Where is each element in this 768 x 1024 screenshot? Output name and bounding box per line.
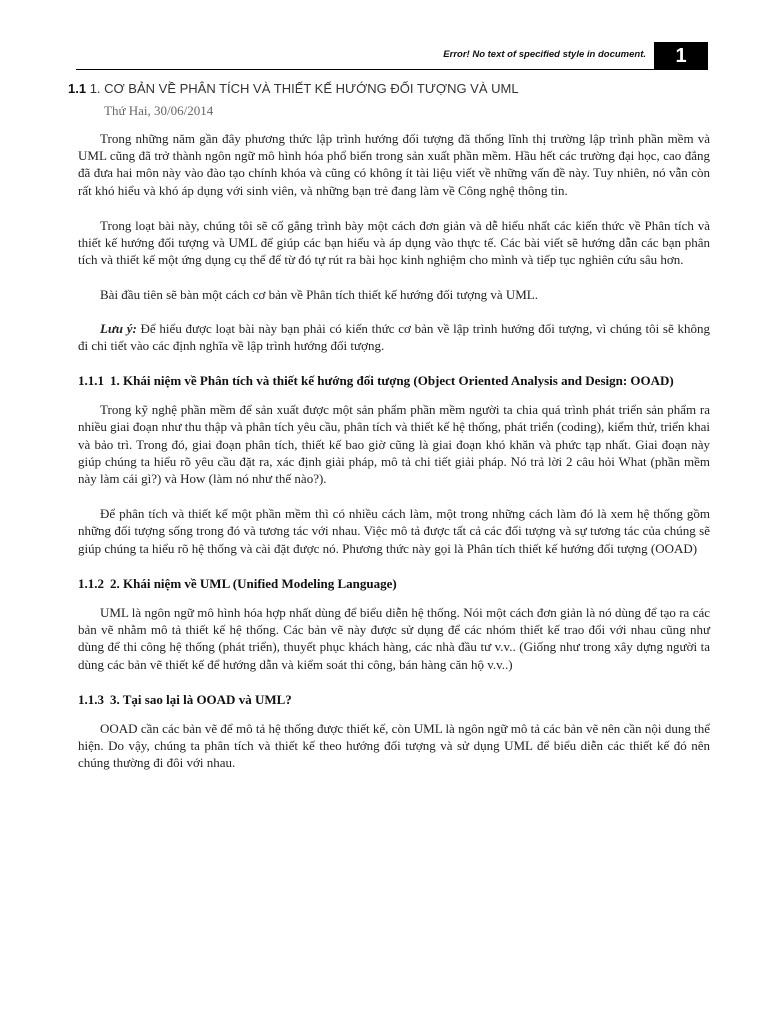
section-heading-why (78, 691, 710, 708)
section-title: 2. Khái niệm về UML (Unified Modeling Language) (110, 575, 397, 591)
post-date: Thứ Hai, 30/06/2014 (104, 103, 214, 118)
section-ooad-paragraph-2: Để phân tích và thiết kế một phần mềm thì có nhiều cách làm, một trong những cách làm đó là xem hệ thống gồm những đối tượng sống trong đó và tương tác với nhau. Việc mô tả được tất cả các đối tượng và sự tương tác của chúng sẽ giúp chúng ta hiểu rõ hệ thống và cài đặt được nó. Phương thức này gọi là Phân tích thiết kế hướng đối tượng (OOAD) (78, 506, 710, 556)
main-heading-number: 1.1 (68, 81, 87, 96)
page-header (76, 42, 708, 70)
section-number: 1.1.1 (78, 373, 104, 389)
main-heading-title: 1. CƠ BẢN VỀ PHÂN TÍCH VÀ THIẾT KẾ HƯỚNG ĐỐI TƯỢNG VÀ UML (89, 81, 519, 96)
page-number-box: 1 (654, 42, 708, 70)
intro-paragraph-2: Trong loạt bài này, chúng tôi sẽ cố gắng trình bày một cách đơn giản và dễ hiểu nhất các kiến thức về Phân tích và thiết kế hướng đối tượng và UML để giúp các bạn hiểu và áp dụng vào thực tế. Các bài viết sẽ hướng dẫn các bạn phân tích và thiết kế một ứng dụng cụ thể để từ đó tự rút ra bài học kinh nghiệm cho mình và tiếp tục nghiên cứu sâu hơn. (78, 217, 710, 268)
section-uml-paragraph-1: UML là ngôn ngữ mô hình hóa hợp nhất dùng để biểu diễn hệ thống. Nói một cách đơn giản là nó dùng để tạo ra các bản vẽ nhằm mô tả thiết kế hệ thống. Các bản vẽ này được sử dụng để các nhóm thiết kế trao đổi với nhau cũng như dùng để thi công hệ thống (phát triển), thuyết phục khách hàng, các nhà đầu tư v.v.. (Giống như trong xây dựng người ta dùng các bản vẽ thiết kế để hướng dẫn và kiểm soát thi công, bán hàng căn hộ v.v..) (78, 605, 710, 672)
document-body (68, 80, 710, 790)
note-label: Lưu ý: (100, 320, 137, 336)
section-number: 1.1.3 (78, 691, 104, 707)
section-title: 3. Tại sao lại là OOAD và UML? (110, 691, 292, 707)
intro-paragraph-3: Bài đầu tiên sẽ bàn một cách cơ bản về Phân tích thiết kế hướng đối tượng và UML. (100, 287, 538, 303)
header-rule (76, 69, 654, 70)
header-error-text: Error! No text of specified style in document. (443, 49, 646, 60)
note-paragraph (78, 320, 710, 354)
section-heading-ooad (78, 372, 710, 389)
main-heading (68, 80, 710, 98)
section-title: 1. Khái niệm về Phân tích và thiết kế hướng đối tượng (Object Oriented Analysis and Design: OOAD) (110, 373, 674, 389)
note-text: Để hiểu được loạt bài này bạn phải có kiến thức cơ bản về lập trình hướng đối tượng, vì chúng tôi sẽ không đi chi tiết vào các định nghĩa về lập trình hướng đối tượng. (78, 320, 710, 353)
section-heading-uml (78, 575, 710, 592)
intro-paragraph-1: Trong những năm gần đây phương thức lập trình hướng đối tượng đã thống lĩnh thị trường lập trình phần mềm và UML cũng đã trở thành ngôn ngữ mô hình hóa phổ biến trong sản xuất phần mềm. Hầu hết các trường đại học, cao đẳng đã đưa hai môn này vào đào tạo chính khóa và cũng có không ít tài liệu viết về những vấn đề này. Tuy nhiên, nó vẫn còn rất khó hiểu và khó áp dụng với sinh viên, và những bạn trẻ đang làm về Công nghệ thông tin. (78, 131, 710, 198)
section-number: 1.1.2 (78, 575, 104, 591)
section-ooad-paragraph-1: Trong kỹ nghệ phần mềm để sản xuất được một sản phẩm phần mềm người ta chia quá trình phát triển sản phẩm ra nhiều giai đoạn như thu thập và phân tích yêu cầu, phân tích và thiết kế hệ thống, phát triển (coding), kiểm thử, triển khai và bảo trì. Trong đó, giai đoạn phân tích, thiết kế bao giờ cũng là giai đoạn khó khăn và phức tạp nhất. Giai đoạn này giúp chúng ta hiểu rõ yêu cầu đặt ra, xác định giải pháp, mô tả chi tiết giải pháp. Nó trả lời 2 câu hỏi What (phần mềm này làm cái gì?) và How (làm nó như thế nào?). (78, 402, 710, 487)
section-why-paragraph-1: OOAD cần các bản vẽ để mô tả hệ thống được thiết kế, còn UML là ngôn ngữ mô tả các bản vẽ nên cần nội dung thể hiện. Do vậy, chúng ta phân tích và thiết kế theo hướng đối tượng và sử dụng UML để biểu diễn các thiết kế đó nên chúng thường đi đôi với nhau. (78, 721, 710, 771)
